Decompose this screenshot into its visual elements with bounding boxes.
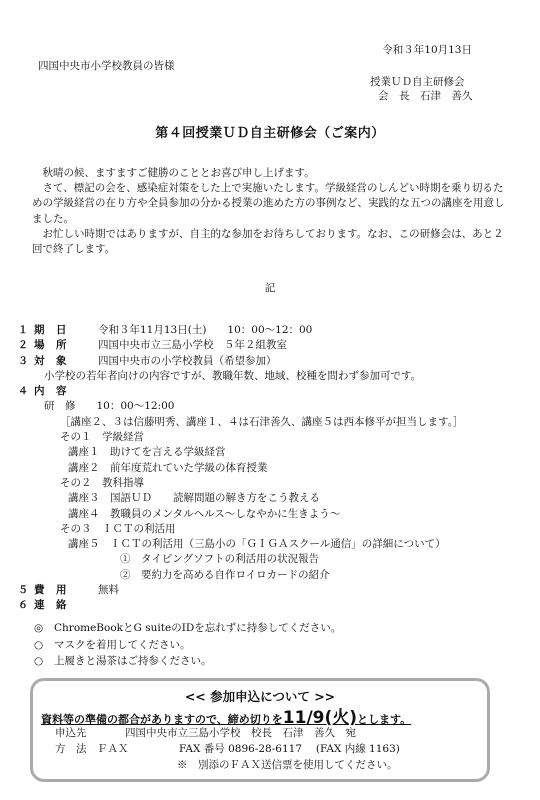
- item-number: ６: [18, 600, 28, 612]
- note-item: [34, 637, 341, 654]
- document-date: 令和３年10月13日: [382, 44, 472, 56]
- item-number: ４: [18, 386, 28, 398]
- deadline-date: 11/9(火): [282, 708, 358, 728]
- part-heading: その３ ＩＣＴの利活用: [60, 522, 176, 535]
- note-text: マスクを着用してください。: [54, 638, 191, 651]
- closing-paragraph: お忙しい時期ではありますが、自主的な参加をお待ちしております。なお、この研修会は、あと２回で終了します。: [32, 227, 504, 256]
- to-value: 四国中央市立三島小学校 校長 石津 善久 宛: [125, 727, 356, 739]
- item-label: 内 容: [34, 385, 67, 398]
- item-number: ２: [18, 340, 28, 352]
- application-note: ※ 別添のＦＡＸ送信票を使用してください。: [177, 759, 398, 771]
- application-to: [55, 725, 356, 740]
- lecture-item: 講座１ 助けてを言える学級経営: [68, 446, 226, 459]
- training-time: 研 修 10：00～12:00: [44, 400, 175, 413]
- document-title: 第４回授業ＵＤ自主研修会（ご案内）: [155, 126, 385, 141]
- ki-heading: 記: [264, 282, 276, 294]
- application-method: [55, 741, 400, 756]
- lecture-item: 講座４ 教職員のメンタルヘルス～しなやかに生きよう～: [68, 507, 341, 520]
- item-label: 連 絡: [34, 599, 67, 612]
- circle-icon: ○: [34, 638, 44, 651]
- item-content: [18, 384, 463, 399]
- lecture-subitem: ② 要約力を高める自作ロイロカードの紹介: [120, 568, 330, 581]
- target-note: 小学校の若年者向けの内容ですが、教職年数、地域、校種を問わず参加可です。: [44, 369, 422, 382]
- item-label: 費 用: [34, 584, 67, 597]
- item-label: 期 日: [34, 324, 67, 336]
- deadline-text: 資料等の準備の都合がありますので、締め切りを: [41, 713, 283, 726]
- application-title: << 参加申込について >>: [184, 689, 336, 704]
- lecture-item: 講座５ ＩＣＴの利活用（三島小の「ＧＩＧＡスクール通信」の詳細について）: [68, 538, 446, 551]
- body-text: [32, 166, 510, 257]
- item-number: ３: [18, 355, 28, 367]
- to-label: 申込先: [55, 727, 87, 739]
- item-number: ５: [18, 585, 28, 597]
- item-value: 四国中央市の小学校教員（希望参加）: [98, 354, 277, 367]
- intro-paragraph: さて、標記の会を、感染症対策をした上で実施いたします。学級経営のしんどい時期を乗り切るための学級経営の在り方や全員参加の分かる授業の進めた方の事例など、実践的な五つの講座を用意しました。: [32, 182, 505, 225]
- method-label: 方 法 ＦＡＸ: [55, 743, 129, 755]
- part-heading: その１ 学級経営: [60, 431, 144, 444]
- double-circle-icon: ◎: [34, 622, 44, 634]
- item-value: 四国中央市立三島小学校 ５年２組教室: [98, 339, 287, 352]
- item-value: 令和３年11月13日(土) 10：00～12：00: [98, 324, 313, 336]
- lecturers-note: ［講座２、３は信藤明秀、講座１、４は石津善久、講座５は西本修平が担当します。］: [60, 415, 464, 428]
- circle-icon: ○: [34, 655, 44, 667]
- organization: 授業ＵＤ自主研修会: [370, 76, 465, 88]
- item-number: １: [18, 325, 28, 336]
- notes-list: [34, 620, 341, 670]
- author: 会 長 石津 善久: [378, 90, 473, 102]
- item-contact: [18, 598, 463, 613]
- item-label: 対 象: [34, 354, 67, 367]
- note-text: 上履きと湯茶はご持参ください。: [54, 655, 212, 667]
- details-list: [18, 323, 463, 614]
- greeting-paragraph: 秋晴の候、ますますご健勝のこととお喜び申し上げます。: [32, 167, 315, 179]
- note-item: [34, 653, 341, 670]
- lecture-subitem: ① タイピングソフトの利活用の状況報告: [120, 553, 320, 566]
- application-box: [30, 678, 490, 782]
- note-item: [34, 620, 341, 637]
- item-place: [18, 338, 463, 353]
- lecture-item: 講座２ 前年度荒れていた学級の体育授業: [68, 461, 268, 474]
- recipient: 四国中央市小学校教員の皆様: [38, 60, 175, 72]
- item-target: [18, 354, 463, 369]
- item-fee: [18, 583, 463, 598]
- deadline-suffix: とします。: [357, 713, 412, 726]
- item-label: 場 所: [34, 339, 67, 352]
- item-date: [18, 323, 463, 338]
- lecture-item: 講座３ 国語ＵＤ 読解問題の解き方をこう教える: [68, 492, 320, 505]
- method-value: FAX 番号 0896-28-6117 (FAX 内線 1163): [179, 743, 400, 755]
- note-text: ChromeBookとG suiteのIDを忘れずに持参してください。: [54, 622, 342, 634]
- item-value: 無料: [98, 584, 119, 597]
- part-heading: その２ 教科指導: [60, 476, 144, 489]
